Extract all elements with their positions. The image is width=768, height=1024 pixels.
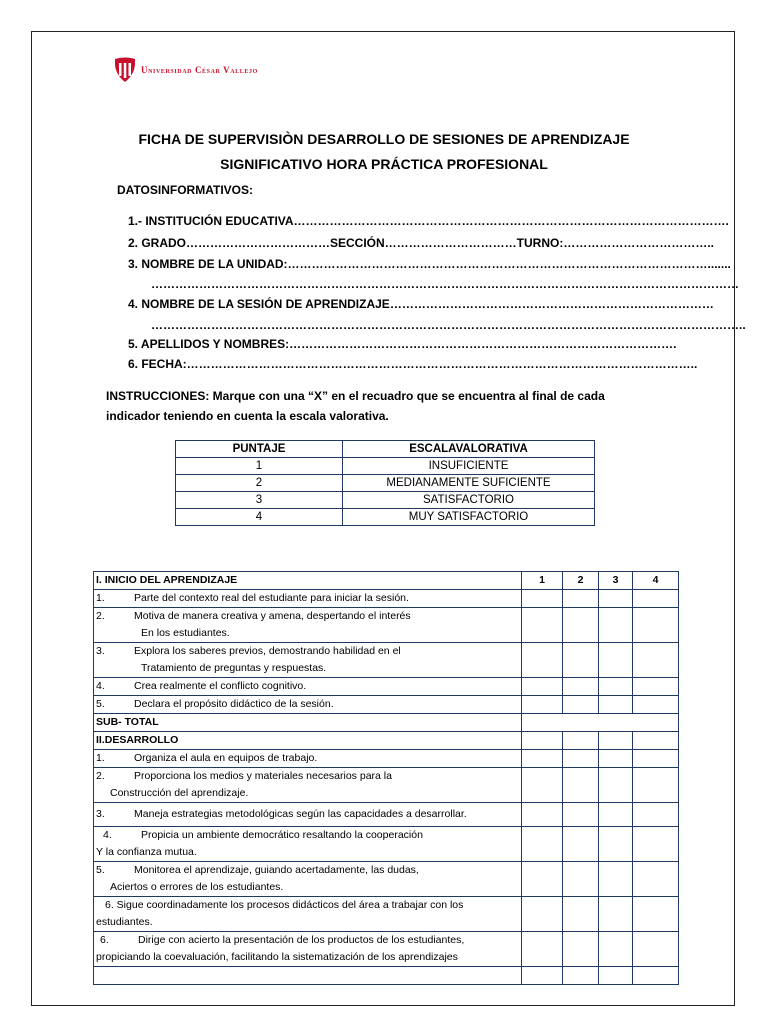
check-cell[interactable] bbox=[599, 696, 633, 714]
indicator-text-cont: estudiantes. bbox=[96, 916, 153, 928]
check-cell[interactable] bbox=[599, 678, 633, 696]
indicator-cell bbox=[94, 803, 522, 827]
subtotal-cell[interactable] bbox=[522, 714, 679, 732]
table-row bbox=[94, 897, 679, 932]
indicator-text: 6. Sigue coordinadamente los procesos didácticos del área a trabajar con los bbox=[105, 899, 464, 911]
check-cell[interactable] bbox=[599, 750, 633, 768]
indicator-text: Parte del contexto real del estudiante para iniciar la sesión. bbox=[134, 592, 409, 604]
check-cell[interactable] bbox=[633, 750, 679, 768]
indicator-cell bbox=[94, 696, 522, 714]
indicator-text: Propicia un ambiente democrático resaltando la cooperación bbox=[141, 829, 423, 841]
info-fecha: 6. FECHA:……………………………………………………………………………………………………………….. bbox=[128, 357, 698, 371]
check-cell[interactable] bbox=[633, 696, 679, 714]
check-cell[interactable] bbox=[522, 590, 563, 608]
indicator-number: 1. bbox=[96, 592, 105, 604]
desarrollo-section-title: II.DESARROLLO bbox=[94, 732, 522, 750]
check-cell[interactable] bbox=[599, 608, 633, 643]
scale-header-escala: ESCALAVALORATIVA bbox=[343, 441, 595, 458]
check-cell[interactable] bbox=[599, 768, 633, 803]
scale-score: 3 bbox=[176, 492, 343, 509]
indicator-text-cont: Tratamiento de preguntas y respuestas. bbox=[141, 662, 327, 674]
subtotal-row bbox=[94, 714, 679, 732]
scale-row bbox=[176, 458, 595, 475]
indicator-number: 5. bbox=[96, 698, 105, 710]
indicator-cell bbox=[94, 643, 522, 678]
check-cell[interactable] bbox=[563, 696, 599, 714]
document-title-line1: FICHA DE SUPERVISIÒN DESARROLLO DE SESIONES DE APRENDIZAJE bbox=[138, 131, 630, 147]
subtotal-label: SUB- TOTAL bbox=[94, 714, 522, 732]
check-cell[interactable] bbox=[633, 897, 679, 932]
indicator-cell bbox=[94, 932, 522, 967]
check-cell[interactable] bbox=[563, 608, 599, 643]
check-cell[interactable] bbox=[522, 643, 563, 678]
scale-label: SATISFACTORIO bbox=[343, 492, 595, 509]
indicator-text: Declara el propósito didáctico de la sesión. bbox=[134, 698, 334, 710]
ucv-shield-icon bbox=[114, 57, 136, 83]
col-header-1: 1 bbox=[522, 572, 563, 590]
indicator-text: Explora los saberes previos, demostrando habilidad en el bbox=[134, 645, 401, 657]
info-grado-seccion-turno: 2. GRADO………………………………SECCIÓN……………………………TURNO:……………………………….. bbox=[128, 236, 715, 250]
indicator-text: Maneja estrategias metodológicas según las capacidades a desarrollar. bbox=[134, 808, 467, 820]
col-header-4: 4 bbox=[633, 572, 679, 590]
check-cell[interactable] bbox=[633, 862, 679, 897]
indicator-number: 4. bbox=[103, 829, 112, 841]
scale-label: MEDIANAMENTE SUFICIENTE bbox=[343, 475, 595, 492]
info-institucion: 1.- INSTITUCIÓN EDUCATIVA………………………………………………………………………………………………. bbox=[128, 214, 729, 228]
check-cell bbox=[633, 732, 679, 750]
check-cell[interactable] bbox=[563, 750, 599, 768]
check-cell[interactable] bbox=[563, 897, 599, 932]
indicator-number: 4. bbox=[96, 680, 105, 692]
inicio-header-row bbox=[94, 572, 679, 590]
info-nombre-unidad-cont: ………………………………………………………………………………………………………………………………… bbox=[151, 277, 739, 291]
table-row bbox=[94, 590, 679, 608]
scale-header-row bbox=[176, 441, 595, 458]
indicator-cell bbox=[94, 768, 522, 803]
indicator-number: 3. bbox=[96, 645, 105, 657]
scale-table bbox=[175, 440, 595, 526]
university-logo bbox=[114, 57, 258, 83]
check-cell[interactable] bbox=[522, 696, 563, 714]
indicator-text: Motiva de manera creativa y amena, despertando el interés bbox=[134, 610, 411, 622]
indicator-number: 2. bbox=[96, 610, 105, 622]
scale-header-puntaje: PUNTAJE bbox=[176, 441, 343, 458]
table-row bbox=[94, 678, 679, 696]
table-row bbox=[94, 608, 679, 643]
table-row bbox=[94, 967, 679, 985]
col-header-3: 3 bbox=[599, 572, 633, 590]
indicator-text: Organiza el aula en equipos de trabajo. bbox=[134, 752, 318, 764]
scale-score: 1 bbox=[176, 458, 343, 475]
check-cell[interactable] bbox=[563, 967, 599, 985]
check-cell[interactable] bbox=[522, 897, 563, 932]
indicator-number: 2. bbox=[96, 770, 105, 782]
scale-score: 2 bbox=[176, 475, 343, 492]
indicator-cell bbox=[94, 608, 522, 643]
document-title-line2: SIGNIFICATIVO HORA PRÁCTICA PROFESIONAL bbox=[220, 156, 548, 172]
table-row bbox=[94, 750, 679, 768]
table-row bbox=[94, 932, 679, 967]
check-cell[interactable] bbox=[522, 803, 563, 827]
check-cell bbox=[599, 732, 633, 750]
check-cell[interactable] bbox=[522, 608, 563, 643]
check-cell[interactable] bbox=[633, 967, 679, 985]
check-cell[interactable] bbox=[633, 608, 679, 643]
datos-informativos-label: DATOSINFORMATIVOS: bbox=[117, 183, 253, 197]
check-cell[interactable] bbox=[563, 932, 599, 967]
indicator-text-cont: Construcción del aprendizaje. bbox=[110, 787, 249, 799]
indicator-cell bbox=[94, 897, 522, 932]
scale-row bbox=[176, 475, 595, 492]
logo-text: Universidad César Vallejo bbox=[141, 65, 258, 75]
indicator-cell bbox=[94, 590, 522, 608]
indicator-cell bbox=[94, 678, 522, 696]
evaluation-table bbox=[93, 571, 679, 985]
check-cell[interactable] bbox=[599, 967, 633, 985]
indicator-text-cont: Y la confianza mutua. bbox=[96, 846, 197, 858]
empty-indicator-cell bbox=[94, 967, 522, 985]
check-cell[interactable] bbox=[599, 932, 633, 967]
check-cell[interactable] bbox=[522, 967, 563, 985]
indicator-text-cont: propiciando la coevaluación, facilitando la sistematización de los aprendizajes bbox=[96, 951, 458, 963]
table-row bbox=[94, 696, 679, 714]
indicator-text: Dirige con acierto la presentación de los productos de los estudiantes, bbox=[138, 934, 465, 946]
check-cell[interactable] bbox=[599, 897, 633, 932]
check-cell[interactable] bbox=[633, 932, 679, 967]
inicio-section-title: I. INICIO DEL APRENDIZAJE bbox=[94, 572, 522, 590]
check-cell[interactable] bbox=[599, 862, 633, 897]
table-row bbox=[94, 803, 679, 827]
info-nombre-sesion-cont: ………………………………………………………………………………………………………………………………….. bbox=[151, 318, 746, 332]
check-cell[interactable] bbox=[522, 862, 563, 897]
scale-label: MUY SATISFACTORIO bbox=[343, 509, 595, 526]
check-cell[interactable] bbox=[563, 643, 599, 678]
check-cell[interactable] bbox=[599, 827, 633, 862]
scale-row bbox=[176, 492, 595, 509]
indicator-cell bbox=[94, 862, 522, 897]
check-cell[interactable] bbox=[563, 678, 599, 696]
check-cell bbox=[522, 732, 563, 750]
check-cell[interactable] bbox=[599, 643, 633, 678]
check-cell[interactable] bbox=[633, 803, 679, 827]
scale-row bbox=[176, 509, 595, 526]
check-cell[interactable] bbox=[633, 827, 679, 862]
indicator-cell bbox=[94, 750, 522, 768]
check-cell[interactable] bbox=[633, 768, 679, 803]
table-row bbox=[94, 643, 679, 678]
check-cell[interactable] bbox=[563, 827, 599, 862]
indicator-text: Crea realmente el conflicto cognitivo. bbox=[134, 680, 307, 692]
indicator-text: Monitorea el aprendizaje, guiando acertadamente, las dudas, bbox=[134, 864, 419, 876]
col-header-2: 2 bbox=[563, 572, 599, 590]
check-cell[interactable] bbox=[633, 678, 679, 696]
check-cell[interactable] bbox=[633, 643, 679, 678]
indicator-number: 3. bbox=[96, 808, 105, 820]
table-row bbox=[94, 862, 679, 897]
check-cell[interactable] bbox=[563, 768, 599, 803]
scale-score: 4 bbox=[176, 509, 343, 526]
indicator-text-cont: Aciertos o errores de los estudiantes. bbox=[110, 881, 284, 893]
check-cell[interactable] bbox=[599, 590, 633, 608]
info-nombre-unidad: 3. NOMBRE DE LA UNIDAD:……………………………………………………………………………………………....... bbox=[128, 257, 731, 271]
scale-label: INSUFICIENTE bbox=[343, 458, 595, 475]
info-apellidos-nombres: 5. APELLIDOS Y NOMBRES:……………………………………………………………………………………. bbox=[128, 337, 677, 351]
instructions-text: INSTRUCCIONES: Marque con una “X” en el recuadro que se encuentra al final de cada indicador teniendo en cuenta la escala valorativa. bbox=[106, 389, 605, 423]
check-cell[interactable] bbox=[522, 827, 563, 862]
indicator-cell bbox=[94, 827, 522, 862]
indicator-number: 5. bbox=[96, 864, 105, 876]
indicator-text-cont: En los estudiantes. bbox=[141, 627, 230, 639]
indicator-number: 1. bbox=[96, 752, 105, 764]
table-row bbox=[94, 768, 679, 803]
check-cell[interactable] bbox=[522, 932, 563, 967]
check-cell[interactable] bbox=[522, 678, 563, 696]
info-nombre-sesion: 4. NOMBRE DE LA SESIÓN DE APRENDIZAJE……………………………………………………………………… bbox=[128, 297, 714, 311]
check-cell[interactable] bbox=[563, 803, 599, 827]
check-cell[interactable] bbox=[599, 803, 633, 827]
check-cell[interactable] bbox=[563, 862, 599, 897]
check-cell[interactable] bbox=[563, 590, 599, 608]
table-row bbox=[94, 827, 679, 862]
indicator-text: Proporciona los medios y materiales necesarios para la bbox=[134, 770, 392, 782]
check-cell bbox=[563, 732, 599, 750]
check-cell[interactable] bbox=[522, 750, 563, 768]
check-cell[interactable] bbox=[522, 768, 563, 803]
indicator-number: 6. bbox=[100, 934, 109, 946]
check-cell[interactable] bbox=[633, 590, 679, 608]
desarrollo-header-row bbox=[94, 732, 679, 750]
